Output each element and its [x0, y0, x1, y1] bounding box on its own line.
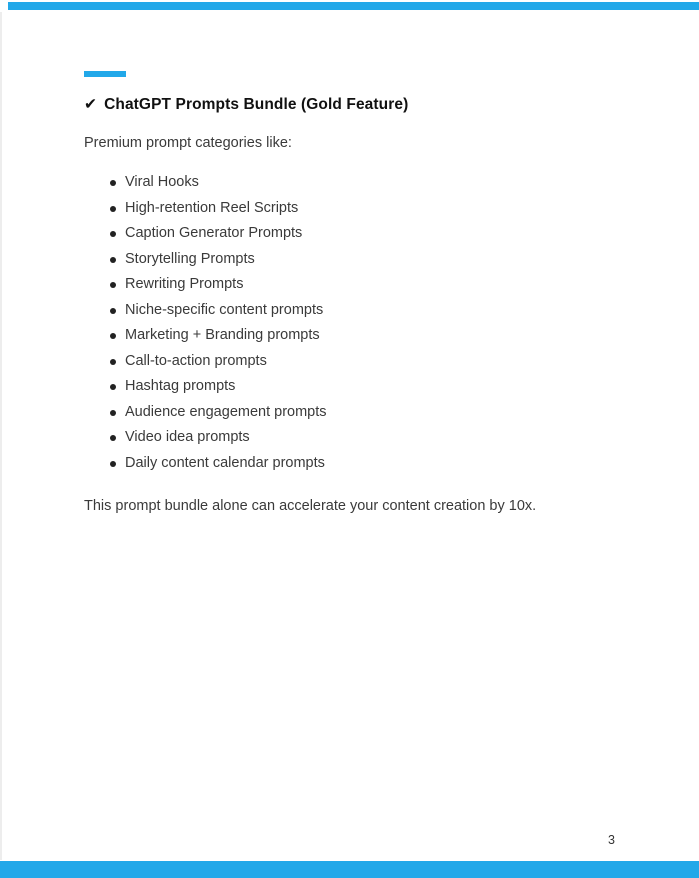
page-edge-line [0, 12, 2, 860]
list-item: Daily content calendar prompts [125, 451, 615, 477]
list-item: Video idea prompts [125, 425, 615, 451]
section-heading-text: ChatGPT Prompts Bundle (Gold Feature) [104, 96, 409, 113]
accent-dash [84, 71, 126, 77]
closing-paragraph: This prompt bundle alone can accelerate your content creation by 10x. [84, 498, 537, 514]
list-item: Hashtag prompts [125, 374, 615, 400]
bullet-list [84, 170, 615, 476]
list-item: High-retention Reel Scripts [125, 196, 615, 222]
list-item: Rewriting Prompts [125, 272, 615, 298]
intro-paragraph: Premium prompt categories like: [84, 135, 292, 151]
section-heading [84, 95, 615, 114]
checkmark-icon: ✔ [84, 96, 98, 113]
list-item: Audience engagement prompts [125, 400, 615, 426]
list-item: Marketing + Branding prompts [125, 323, 615, 349]
page-number: 3 [608, 833, 615, 847]
list-item: Niche-specific content prompts [125, 298, 615, 324]
list-item: Viral Hooks [125, 170, 615, 196]
page-content [84, 0, 615, 516]
list-item: Storytelling Prompts [125, 247, 615, 273]
list-item: Caption Generator Prompts [125, 221, 615, 247]
bottom-accent-bar [0, 861, 699, 878]
list-item: Call-to-action prompts [125, 349, 615, 375]
